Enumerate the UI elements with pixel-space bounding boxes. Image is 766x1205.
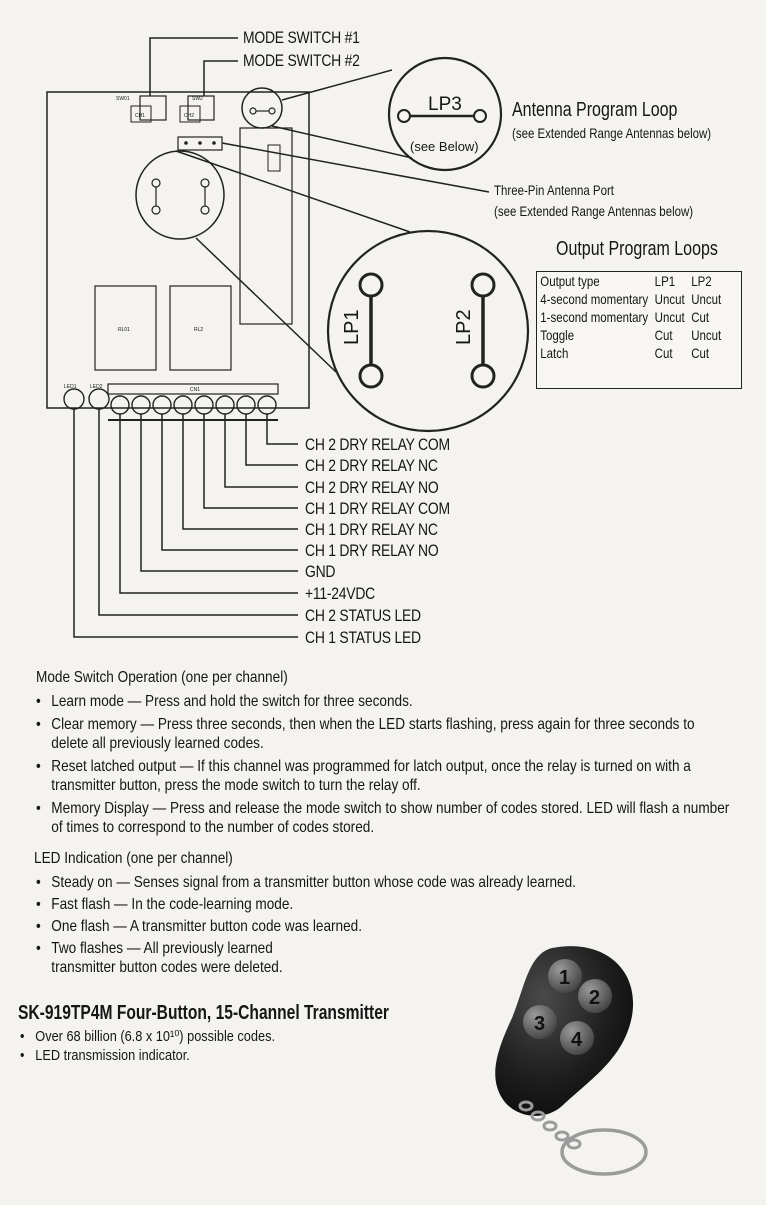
- list-item-text: Fast flash — In the code-learning mode.: [51, 896, 294, 913]
- output-loops-table: [536, 271, 742, 389]
- terminal-screws: [111, 396, 276, 414]
- table-header-cell: Output type: [540, 273, 600, 289]
- pcb-sw2-label: SW2: [192, 96, 203, 102]
- led-2: [89, 389, 109, 409]
- list-item-text: transmitter button, press the mode switch to turn the relay off.: [51, 777, 421, 794]
- transmitter-title: SK-919TP4M Four-Button, 15-Channel Transmitter: [18, 1002, 389, 1024]
- table-row: [537, 308, 725, 326]
- table-cell: Uncut: [691, 291, 722, 307]
- keyring-chain: [520, 1102, 646, 1174]
- list-item-text: transmitter button codes were deleted.: [51, 959, 283, 976]
- output-loops-title: Output Program Loops: [556, 238, 718, 260]
- pcb-cn1-label: CN1: [190, 387, 201, 393]
- table-cell: Cut: [691, 345, 710, 361]
- list-item: [36, 799, 730, 837]
- transmitter-keyfob-image: [492, 938, 662, 1178]
- table-cell: Cut: [654, 327, 673, 343]
- mode-switch-2-leader: [204, 61, 238, 96]
- list-item: [36, 757, 699, 795]
- list-item: [36, 715, 699, 753]
- list-item: [20, 1046, 445, 1065]
- table-cell: 1-second momentary: [540, 309, 649, 325]
- list-item: [20, 1027, 445, 1046]
- keyfob-button-2: 2: [589, 987, 601, 1009]
- table-cell: Latch: [540, 345, 569, 361]
- three-pin-note: (see Extended Range Antennas below): [494, 203, 694, 219]
- terminal-label: CH 2 STATUS LED: [305, 606, 421, 625]
- lp-small-circle: [136, 151, 224, 239]
- keyfob-button-4: 4: [571, 1029, 583, 1051]
- pcb-led1-label: LED1: [64, 384, 77, 390]
- table-cell: 4-second momentary: [540, 291, 649, 307]
- terminal-label: CH 1 DRY RELAY NC: [305, 520, 438, 539]
- pcb-led2-label: LED2: [90, 384, 103, 390]
- antenna-loop-title: Antenna Program Loop: [512, 99, 678, 121]
- list-item-text: of times to correspond to the number of codes stored.: [51, 819, 375, 836]
- keyfob-button-3: 3: [534, 1013, 546, 1035]
- table-cell: Cut: [691, 309, 710, 325]
- mode-switch-2-label: MODE SWITCH #2: [243, 51, 360, 70]
- list-item-text: • Reset latched output — If this channel was programmed for latch output, once the relay is turned on with a: [51, 758, 691, 775]
- pcb-rl1-label: RL01: [118, 327, 130, 333]
- see-below-label: (see Below): [410, 139, 479, 154]
- table-header-row: [537, 272, 725, 290]
- led-indication-heading: LED Indication (one per channel): [34, 850, 233, 867]
- list-item: [36, 895, 631, 914]
- list-item-text: Learn mode — Press and hold the switch for three seconds.: [51, 693, 413, 710]
- keyfob-button-1: 1: [559, 967, 571, 989]
- pcb-sw1-label: SW01: [116, 96, 130, 102]
- transmitter-list: [20, 1027, 520, 1065]
- terminal-leaders: [74, 409, 298, 637]
- table-cell: Uncut: [654, 309, 685, 325]
- terminal-label: CH 1 DRY RELAY COM: [305, 499, 450, 518]
- mode-switch-list: [36, 692, 766, 837]
- terminal-label: +11-24VDC: [305, 584, 375, 603]
- lp3-small-circle: [242, 88, 282, 128]
- table-row: [537, 326, 725, 344]
- table-header-cell: LP1: [654, 273, 676, 289]
- list-item-text: delete all previously learned codes.: [51, 735, 264, 752]
- radio-module: [240, 128, 292, 324]
- pcb-ch1-label: CH1: [135, 113, 146, 119]
- list-item: [36, 917, 631, 936]
- pcb-rl2-label: RL2: [194, 327, 204, 333]
- terminal-label: CH 1 DRY RELAY NO: [305, 541, 439, 560]
- list-item-text: Steady on — Senses signal from a transmitter button whose code was already learned.: [51, 874, 576, 891]
- list-item-text: LED transmission indicator.: [35, 1047, 190, 1064]
- list-item-text: • Two flashes — All previously learned: [51, 940, 273, 957]
- table-cell: Toggle: [540, 327, 575, 343]
- table-cell: Uncut: [654, 291, 685, 307]
- mode-switch-1-label: MODE SWITCH #1: [243, 28, 360, 47]
- lp3-label: LP3: [428, 94, 462, 115]
- antenna-loop-note: (see Extended Range Antennas below): [512, 125, 712, 141]
- table-row: [537, 290, 725, 308]
- terminal-label: CH 1 STATUS LED: [305, 628, 421, 647]
- list-item-text: • Clear memory — Press three seconds, then when the LED starts flashing, press again for three seconds to: [51, 716, 695, 733]
- terminal-label: CH 2 DRY RELAY NO: [305, 478, 439, 497]
- list-item: [36, 873, 631, 892]
- table-header-cell: LP2: [691, 273, 712, 289]
- list-item-text: • Memory Display — Press and release the mode switch to show number of codes stored. LED will flash a number: [51, 800, 730, 817]
- table-row: [537, 344, 725, 362]
- terminal-label: CH 2 DRY RELAY COM: [305, 435, 450, 454]
- pcb-ch2-label: CH2: [184, 113, 195, 119]
- mode-switch-heading: Mode Switch Operation (one per channel): [36, 669, 288, 686]
- terminal-label: GND: [305, 562, 336, 581]
- lp2-label: LP2: [453, 309, 475, 345]
- three-pin-title: Three-Pin Antenna Port: [494, 182, 614, 198]
- mode-switch-1-leader: [150, 38, 238, 96]
- list-item-text: Over 68 billion (6.8 x 10¹⁰) possible codes.: [35, 1028, 275, 1045]
- list-item: [36, 692, 699, 711]
- table-cell: Uncut: [691, 327, 722, 343]
- table-cell: Cut: [654, 345, 673, 361]
- lp1-label: LP1: [341, 309, 363, 345]
- terminal-label: CH 2 DRY RELAY NC: [305, 456, 438, 475]
- list-item-text: One flash — A transmitter button code was learned.: [51, 918, 363, 935]
- led-1: [64, 389, 84, 409]
